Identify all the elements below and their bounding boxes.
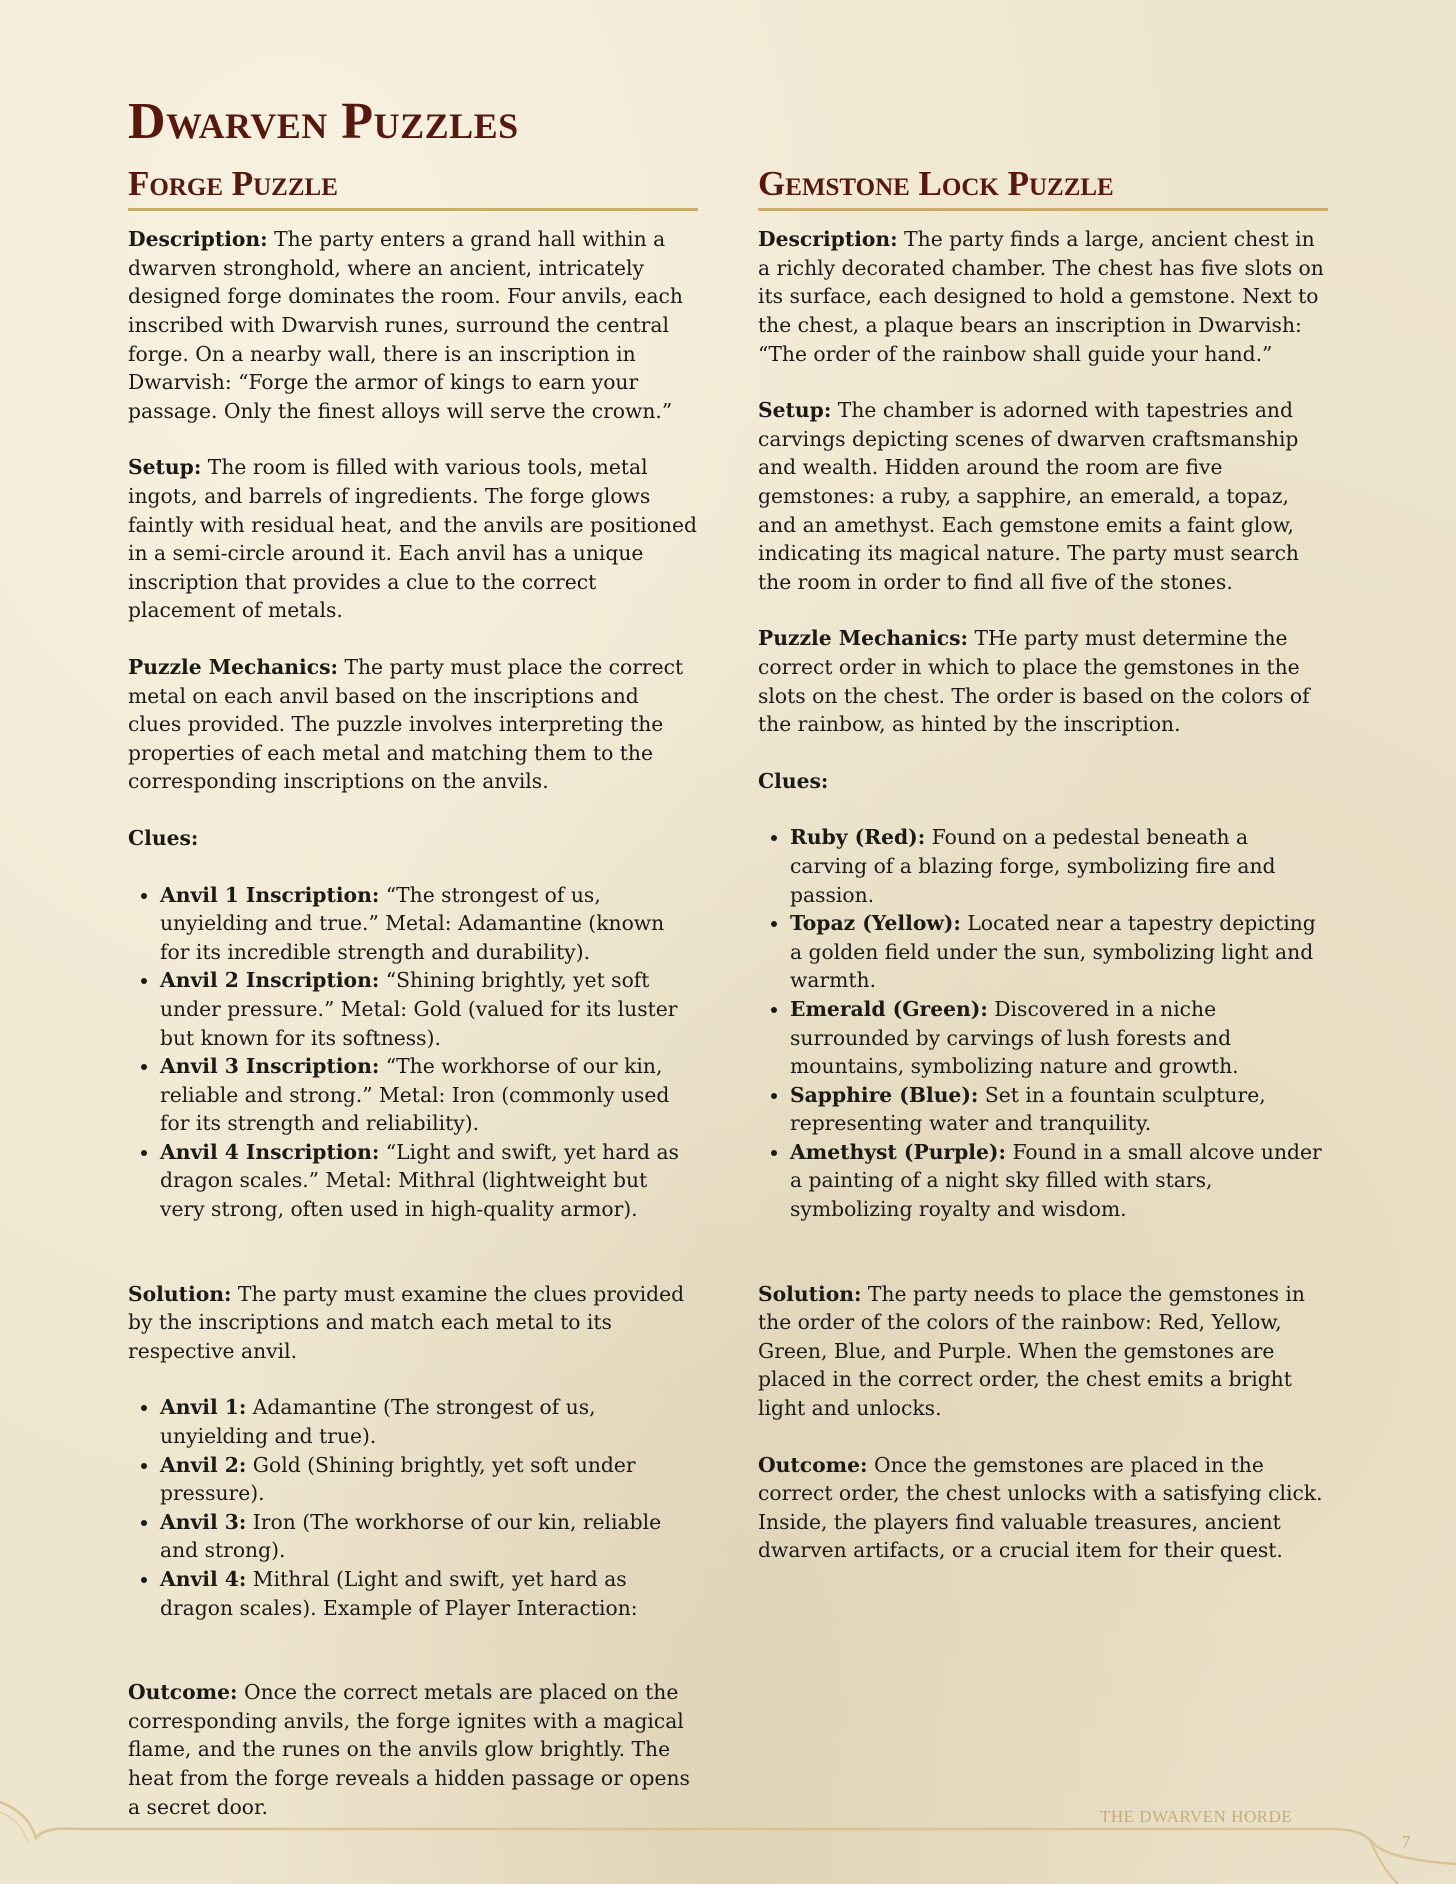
forge-puzzle-column — [128, 164, 698, 1849]
page-title: Dwarven Puzzles — [128, 93, 519, 150]
forge-setup: Setup: The room is filled with various tools, metal ingots, and barrels of ingredients. The forge glows faintly with residual heat, and the anvils are positioned in a semi-circle around it. Each anvil has a unique inscription that provides a clue to the correct placement of metals. — [128, 455, 697, 623]
gem-mechanics: Puzzle Mechanics: THe party must determine the correct order in which to place the gemstones in the slots on the chest. The order is based on the colors of the rainbow, as hinted by the inscription. — [758, 626, 1310, 737]
gem-setup: Setup: The chamber is adorned with tapestries and carvings depicting scenes of dwarven craftsmanship and wealth. Hidden around the room are five gemstones: a ruby, a sapphire, an emerald, a topaz, and an amethyst. Each gemstone emits a faint glow, indicating its magical nature. The party must search the room in order to find all five of the stones. — [758, 398, 1299, 594]
gemstone-puzzle-column — [758, 164, 1328, 1593]
list-item: • Anvil 3 Inscription: “The workhorse of our kin, reliable and strong.” Metal: Iron (commonly used for its strength and reliability). — [160, 1052, 698, 1138]
page-number: 7 — [1402, 1832, 1411, 1851]
gemstone-puzzle-heading: Gemstone Lock Puzzle — [758, 164, 1328, 211]
list-item: • Sapphire (Blue): Set in a fountain sculpture, representing water and tranquility. — [790, 1081, 1328, 1138]
list-item: • Ruby (Red): Found on a pedestal beneath a carving of a blazing forge, symbolizing fire and passion. — [790, 823, 1328, 909]
list-item: • Anvil 4 Inscription: “Light and swift, yet hard as dragon scales.” Metal: Mithral (lightweight but very strong, often used in high-quality armor). — [160, 1138, 698, 1224]
gem-clues-label: Clues: — [758, 768, 829, 793]
list-item: • Emerald (Green): Discovered in a niche surrounded by carvings of lush forests and mountains, symbolizing nature and growth. — [790, 995, 1328, 1081]
list-item: • Anvil 1 Inscription: “The strongest of us, unyielding and true.” Metal: Adamantine (known for its incredible strength and durability). — [160, 881, 698, 967]
list-item: • Anvil 3: Iron (The workhorse of our kin, reliable and strong). — [160, 1508, 698, 1565]
list-item: • Amethyst (Purple): Found in a small alcove under a painting of a night sky filled with stars, symbolizing royalty and wisdom. — [790, 1138, 1328, 1224]
footer-label: THE DWARVEN HORDE — [1100, 1807, 1293, 1826]
forge-description: Description: The party enters a grand hall within a dwarven stronghold, where an ancient, intricately designed forge dominates the room. Four anvils, each inscribed with Dwarvish runes, surround the central forge. On a nearby wall, there is an inscription in Dwarvish: “Forge the armor of kings to earn your passage. Only the finest alloys will serve the crown.” — [128, 227, 683, 423]
list-item: • Topaz (Yellow): Located near a tapestry depicting a golden field under the sun, symbolizing light and warmth. — [790, 909, 1328, 995]
forge-clues-list — [128, 881, 698, 1224]
forge-clues-label: Clues: — [128, 825, 199, 850]
forge-answers-list — [128, 1393, 698, 1622]
gem-clues-list — [758, 823, 1328, 1223]
forge-outcome: Outcome: Once the correct metals are placed on the corresponding anvils, the forge ignites with a magical flame, and the runes on the anvils glow brightly. The heat from the forge reveals a hidden passage or opens a secret door. — [128, 1680, 690, 1819]
footer-ornament — [0, 1780, 1456, 1884]
gem-solution: Solution: The party needs to place the gemstones in the order of the colors of the rainbow: Red, Yellow, Green, Blue, and Purple. When the gemstones are placed in the correct order, the chest emits a bright light and unlocks. — [758, 1281, 1305, 1421]
list-item: • Anvil 2: Gold (Shining brightly, yet soft under pressure). — [160, 1451, 698, 1508]
list-item: • Anvil 1: Adamantine (The strongest of us, unyielding and true). — [160, 1393, 698, 1450]
gem-description: Description: The party finds a large, ancient chest in a richly decorated chamber. The chest has five slots on its surface, each designed to hold a gemstone. Next to the chest, a plaque bears an inscription in Dwarvish: “The order of the rainbow shall guide your hand.” — [758, 227, 1324, 366]
forge-puzzle-heading: Forge Puzzle — [128, 164, 698, 211]
list-item: • Anvil 4: Mithral (Light and swift, yet hard as dragon scales). Example of Player Interaction: — [160, 1565, 698, 1622]
gem-outcome: Outcome: Once the gemstones are placed in the correct order, the chest unlocks with a satisfying click. Inside, the players find valuable treasures, ancient dwarven artifacts, or a crucial item for their quest. — [758, 1452, 1323, 1563]
list-item: • Anvil 2 Inscription: “Shining brightly, yet soft under pressure.” Metal: Gold (valued for its luster but known for its softness). — [160, 966, 698, 1052]
forge-mechanics: Puzzle Mechanics: The party must place the correct metal on each anvil based on the inscriptions and clues provided. The puzzle involves interpreting the properties of each metal and matching them to the corresponding inscriptions on the anvils. — [128, 654, 684, 794]
forge-solution: Solution: The party must examine the clues provided by the inscriptions and match each metal to its respective anvil. — [128, 1281, 685, 1363]
